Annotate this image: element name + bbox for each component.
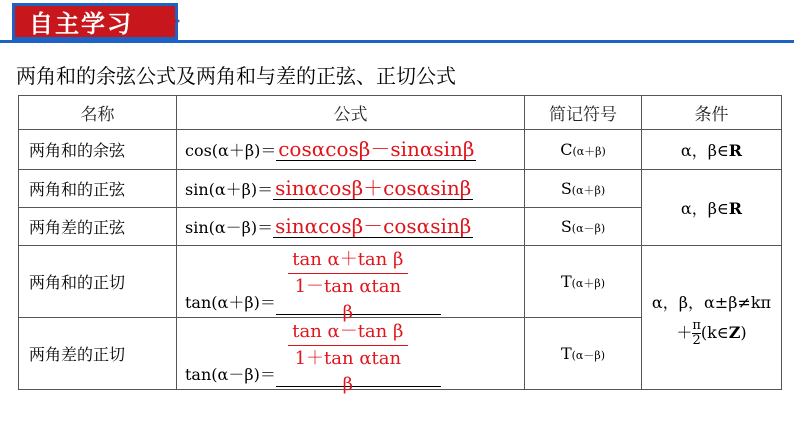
- row-condition: [642, 130, 782, 170]
- row-formula: [177, 170, 525, 208]
- symbol-letter: S: [560, 217, 572, 236]
- condition-plus: ＋: [676, 322, 693, 342]
- symbol-letter: C: [560, 140, 573, 159]
- formula-lhs: tan(α－β)＝: [185, 365, 276, 384]
- condition-k-open: (k∈: [700, 322, 729, 342]
- header-name: 名称: [19, 96, 177, 130]
- fraction-denominator: 1＋tan αtan β: [294, 348, 402, 395]
- row-symbol: [525, 130, 642, 170]
- pi-denominator: 2: [692, 332, 701, 348]
- row-symbol: [525, 208, 642, 246]
- symbol-letter: S: [560, 179, 572, 198]
- row-condition: [642, 170, 782, 246]
- condition-set: R: [728, 199, 743, 218]
- condition-set: Z: [728, 322, 741, 342]
- section-header: [0, 0, 794, 46]
- pi-over-two: [692, 319, 701, 348]
- fraction-numerator: tan α－tan β: [288, 320, 408, 346]
- condition-prefix: α，β∈: [680, 141, 729, 160]
- symbol-subscript: (α＋β): [571, 277, 606, 290]
- symbol-subscript: (α＋β): [572, 145, 606, 158]
- section-badge: 自主学习: [12, 3, 178, 40]
- table-row: [19, 170, 782, 208]
- answer-fraction: [288, 320, 408, 398]
- answer-fraction: [288, 248, 408, 326]
- table-header-row: [19, 96, 782, 130]
- condition-prefix: α，β∈: [680, 199, 729, 218]
- symbol-subscript: (α－β): [571, 349, 606, 362]
- condition-close: ): [740, 322, 747, 342]
- header-symbol: 简记符号: [525, 96, 642, 130]
- row-symbol: [525, 170, 642, 208]
- symbol-letter: T: [560, 272, 572, 291]
- table-row: [19, 246, 782, 318]
- row-name: 两角差的正切: [19, 318, 177, 390]
- condition-line-1: α，β，α±β≠kπ: [651, 292, 772, 312]
- formula-answer: sinαcosβ＋cosαsinβ: [275, 176, 472, 200]
- row-formula: [177, 318, 525, 395]
- row-symbol: [525, 318, 642, 390]
- badge-arrow-fill: [162, 7, 177, 35]
- formula-table: [18, 95, 782, 395]
- pi-numerator: π: [692, 317, 701, 333]
- row-name: 两角和的正弦: [19, 170, 177, 208]
- row-name: 两角差的正弦: [19, 208, 177, 246]
- row-formula: [177, 246, 525, 323]
- row-formula: [177, 130, 525, 170]
- symbol-subscript: (α－β): [571, 222, 606, 235]
- header-formula: 公式: [177, 96, 525, 130]
- formula-lhs: cos(α＋β)＝: [185, 141, 277, 160]
- row-condition: [642, 246, 782, 390]
- row-formula: [177, 208, 525, 246]
- table-row: [19, 130, 782, 170]
- formula-answer: cosαcosβ－sinαsinβ: [278, 137, 475, 161]
- condition-set: R: [728, 141, 743, 160]
- formula-lhs: tan(α＋β)＝: [185, 293, 276, 312]
- symbol-subscript: (α＋β): [571, 184, 606, 197]
- row-name: 两角和的正切: [19, 246, 177, 318]
- formula-answer: [276, 248, 441, 323]
- header-divider: [0, 40, 794, 43]
- condition-line-2: [642, 318, 781, 348]
- row-symbol: [525, 246, 642, 318]
- formula-answer: [276, 320, 441, 395]
- symbol-letter: T: [560, 344, 572, 363]
- formula-answer: sinαcosβ－cosαsinβ: [275, 214, 472, 238]
- fraction-numerator: tan α＋tan β: [288, 248, 408, 274]
- formula-lhs: sin(α－β)＝: [185, 218, 274, 237]
- page-subtitle: 两角和的余弦公式及两角和与差的正弦、正切公式: [16, 64, 456, 88]
- header-condition: 条件: [642, 96, 782, 130]
- formula-lhs: sin(α＋β)＝: [185, 180, 274, 199]
- row-name: 两角和的余弦: [19, 130, 177, 170]
- fraction-denominator: 1－tan αtan β: [294, 276, 402, 323]
